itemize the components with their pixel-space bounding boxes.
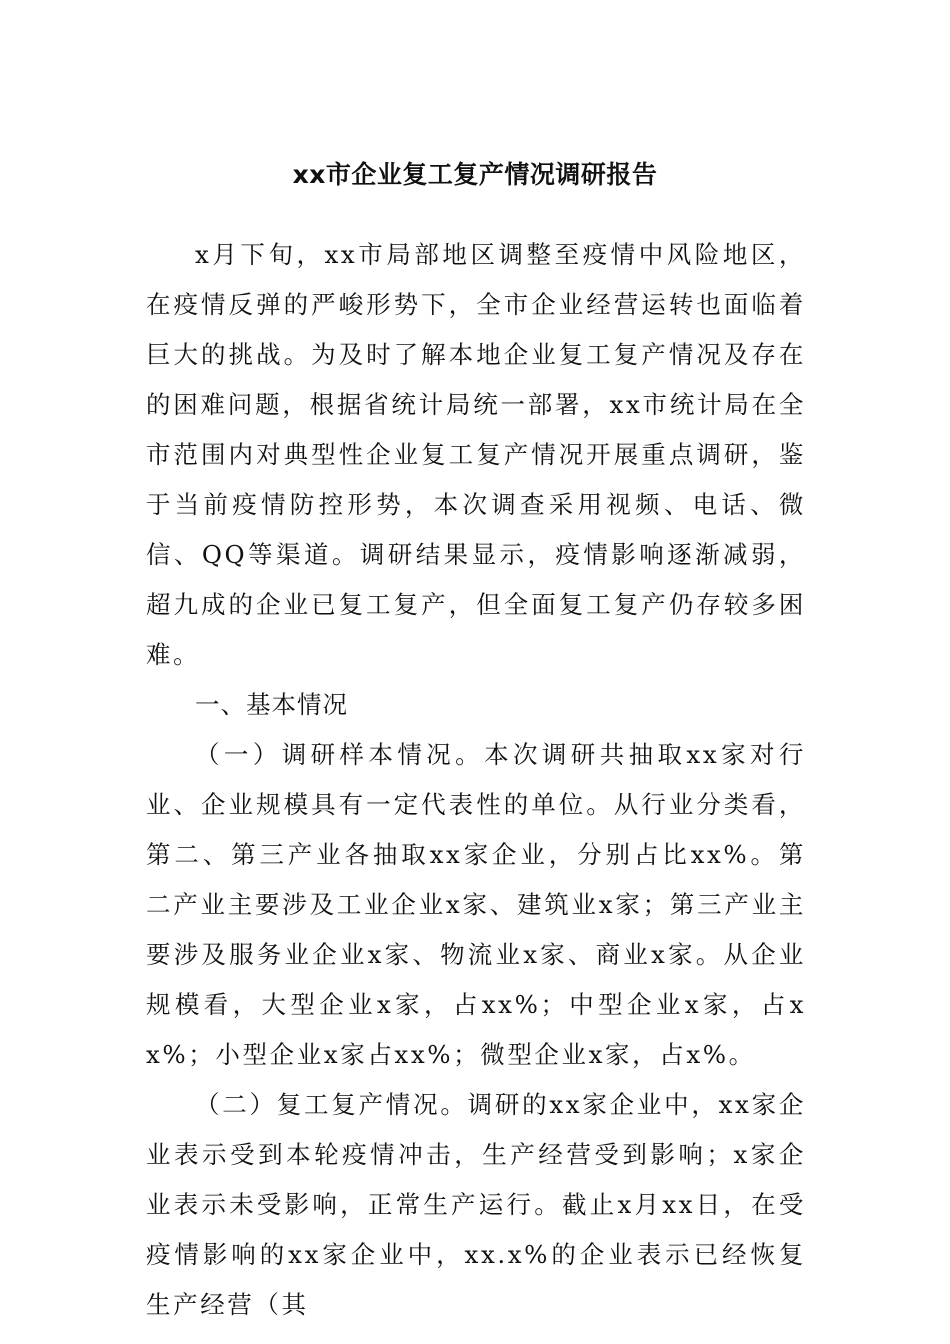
document-title: xx市企业复工复产情况调研报告 [292,160,658,189]
resumption-paragraph: （二）复工复产情况。调研的xx家企业中，xx家企业表示受到本轮疫情冲击，生产经营受到影响；x家企业表示未受影响，正常生产运行。截止x月xx日，在受疫情影响的xx家企业中，xx.x%的企业表示已经恢复生产经营（其 [146,1090,806,1319]
intro-paragraph: x月下旬，xx市局部地区调整至疫情中风险地区，在疫情反弹的严峻形势下，全市企业经营运转也面临着巨大的挑战。为及时了解本地企业复工复产情况及存在的困难问题，根据省统计局统一部署，xx市统计局在全市范围内对典型性企业复工复产情况开展重点调研，鉴于当前疫情防控形势，本次调查采用视频、电话、微信、QQ等渠道。调研结果显示，疫情影响逐渐减弱，超九成的企业已复工复产，但全面复工复产仍存较多困难。 [146,240,806,669]
section-heading-basic-situation: 一、基本情况 [195,690,348,719]
survey-sample-paragraph: （一）调研样本情况。本次调研共抽取xx家对行业、企业规模具有一定代表性的单位。从行业分类看，第二、第三产业各抽取xx家企业，分别占比xx%。第二产业主要涉及工业企业x家、建筑业x家；第三产业主要涉及服务业企业x家、物流业x家、商业x家。从企业规模看，大型企业x家，占xx%；中型企业x家，占xx%；小型企业x家占xx%；微型企业x家，占x%。 [146,740,806,1069]
document-body [146,230,806,1330]
